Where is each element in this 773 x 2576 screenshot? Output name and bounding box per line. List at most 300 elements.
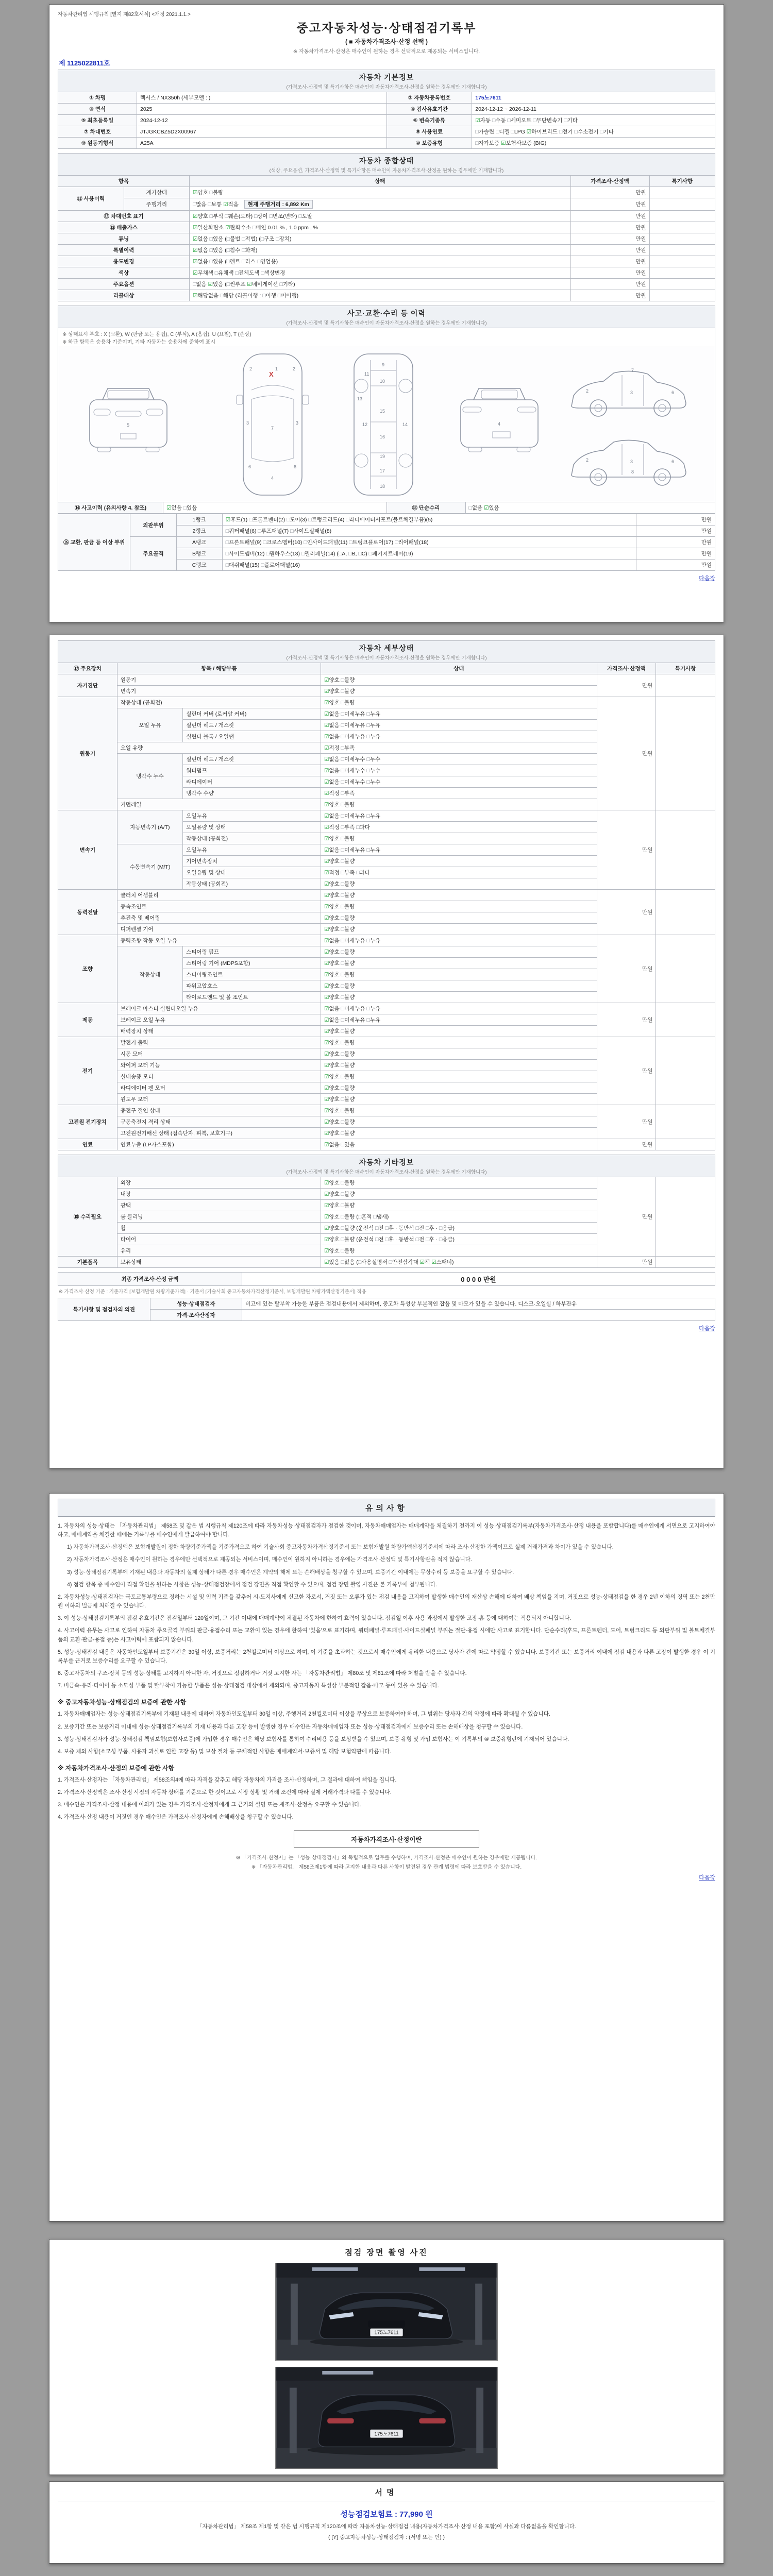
price-cell: 만원 xyxy=(636,514,715,526)
status-cell: ☑적정 □부족 □과다 xyxy=(321,822,597,833)
device-state-row xyxy=(58,890,715,901)
final-price-note: ※ 가격조사·산정 기준 : 기준가격 [보험개발원 차량기준가액] · 기준서 [기술사회 중고자동차가격산정기준서, 보험개발원 차량가액산정기준서] 적용 xyxy=(59,1289,366,1295)
pricing-subtitle: ※ 자동차가격조사·산정의 보증에 관한 사항 xyxy=(58,1764,175,1772)
final-price-label: 최종 가격조사·산정 금액 xyxy=(58,1273,242,1286)
top-exterior-diagram xyxy=(237,354,309,495)
status-cell: ☑양호 □불량 xyxy=(321,924,597,935)
photo-page xyxy=(49,2239,724,2475)
device-label: 자기진단 xyxy=(58,674,117,697)
svg-text:4: 4 xyxy=(498,421,501,427)
detail-state-table xyxy=(58,663,715,1150)
notice-paragraph: 3. 성능·상태점검자가 성능·상태점검 책임보험(보험사보증)에 가입한 경우 매수인은 해당 보험사를 통하여 수리비용 등을 보상받을 수 있으며, 보증 유형 및 가입 보험사는 이 기록부의 ⑩ 보증유형란에 기재되어 있습니다. xyxy=(58,1736,569,1742)
svg-text:9: 9 xyxy=(382,362,385,367)
status-cell: ☑양호 □불량 xyxy=(321,1037,597,1048)
insurance-fee: 성능점검보험료 : 77,990 원 xyxy=(340,2510,433,2519)
signature-title: 서명 xyxy=(58,2487,715,2501)
side-view-left-diagram xyxy=(572,368,686,416)
status-cell: ☑적정 □부족 xyxy=(321,742,597,754)
item-label: 오일 유량 xyxy=(117,742,321,754)
status-cell: ☑양호 □불량 xyxy=(321,1116,597,1128)
group-label: 튜닝 xyxy=(58,233,190,245)
column-header: 가격조사·산정액 xyxy=(570,176,649,187)
detail-header-row xyxy=(58,663,715,674)
overall-section-note: (색상, 주요옵션, 가격조사·산정액 및 특기사항은 매수인이 자동차가격조사·산정을 원하는 경우에만 기재합니다) xyxy=(269,168,504,174)
group-label: 리콜대상 xyxy=(58,290,190,301)
item-label: 파워고압호스 xyxy=(183,980,321,992)
item-label: 클러치 어셈블리 xyxy=(117,890,321,901)
status-cell: ☑일산화탄소 ☑탄화수소 □매연 0.01 % , 1.0 ppm , % xyxy=(190,222,571,233)
status-cell: ☑양호 □불량 xyxy=(321,901,597,912)
item-label: 배력장치 상태 xyxy=(117,1026,321,1037)
notice-paragraph: 2. 자동차성능·상태점검자는 국토교통부령으로 정하는 시설 및 인력 기준을 갖추어 시·도지사에게 신고한 자로서, 거짓 또는 오류가 있는 점검 내용을 고지하여 발생한 매수인의 재산상 손해에 대하여 배상 책임을 지며, 거짓으로 성능·상태점검을 한 경우 2년 이하의 징역 또는 2천만원 이하의 벌금에 처해질 수 있습니다. xyxy=(58,1594,715,1609)
accident-section-header xyxy=(58,306,715,328)
price-cell: 만원 xyxy=(570,187,649,198)
price-cell: 만원 xyxy=(570,256,649,267)
price-definition-box: 자동차가격조사·산정이란 xyxy=(294,1831,479,1848)
svg-text:3: 3 xyxy=(630,390,633,395)
note-cell xyxy=(649,187,715,198)
notice-paragraph: 4. 가격조사·산정 내용이 거짓인 경우 매수인은 가격조사·산정자에게 손해배상을 청구할 수 있습니다. xyxy=(58,1814,294,1821)
item-label: 주행거리 xyxy=(124,198,190,211)
note-cell xyxy=(656,810,715,890)
basic-section-title: 자동차 기본정보 xyxy=(359,73,414,81)
note-cell xyxy=(649,233,715,245)
item-label: 원동기 xyxy=(117,674,321,686)
device-label: 원동기 xyxy=(58,697,117,810)
item-label: 고전원전기배선 상태 (접속단자, 피복, 보호기구) xyxy=(117,1128,321,1139)
item-label: 스티어링 기어 (MDPS포함) xyxy=(183,958,321,969)
column-header: 가격조사·산정액 xyxy=(597,663,656,674)
item-label: 타이로드엔드 및 볼 조인트 xyxy=(183,992,321,1003)
status-cell: ☑없음 □미세누유 □누유 xyxy=(321,935,597,946)
item-label: 변속기 xyxy=(117,686,321,697)
basic-section-note: (가격조사·산정액 및 특기사항은 매수인이 자동차가격조사·산정을 원하는 경우에만 기재합니다) xyxy=(286,84,487,90)
note-cell xyxy=(656,1257,715,1268)
status-cell: ☑양호 □불량 xyxy=(321,878,597,890)
status-cell: ☑양호 □불량 xyxy=(190,187,571,198)
group-label: 색상 xyxy=(58,267,190,279)
basic-info-row xyxy=(58,126,715,138)
price-cell: 만원 xyxy=(570,290,649,301)
field-label: ⑦ 차대번호 xyxy=(58,126,137,138)
svg-text:17: 17 xyxy=(380,468,385,473)
rank-label: 2랭크 xyxy=(176,526,222,537)
status-cell: ☑양호 □불량 xyxy=(321,1200,597,1211)
form-page-2 xyxy=(49,635,724,1468)
note-cell xyxy=(656,697,715,810)
status-cell: ☑양호 □불량 xyxy=(321,969,597,980)
svg-text:2: 2 xyxy=(586,388,589,394)
overall-state-row xyxy=(58,187,715,198)
notice-paragraph: 5. 성능·상태점검 내용은 자동차인도일부터 보증기간은 30일 이상, 보증거리는 2천킬로미터 이상으로 하며, 이 기준을 초과하는 것으로서 매수인에게 유리한 내용으로 당사자 간에 따로 약정할 수 있습니다. 보증기간 또는 보증거리 이내에 점검 내용과 다른 고장이 발생한 경우 이 기록부를 근거로 보증수리를 요구할 수 있습니다. xyxy=(58,1649,715,1664)
status-cell: ☑없음 □있음 (□불법 □적법) (□구조 □장치) xyxy=(190,233,571,245)
field-value: ☑자동 □수동 □세미오토 □무단변속기 □기타 xyxy=(472,115,715,126)
item-label: 실린더 헤드 / 개스킷 xyxy=(183,754,321,765)
item-label: 디퍼렌셜 기어 xyxy=(117,924,321,935)
status-cell: ☑양호 □불량 xyxy=(321,1048,597,1060)
svg-text:16: 16 xyxy=(380,434,385,439)
vehicle-diagrams xyxy=(64,348,709,501)
device-label: 동력전달 xyxy=(58,890,117,935)
simple-repair-value: □없음 ☑있음 xyxy=(465,502,715,514)
item-label: 연료누출 (LP가스포함) xyxy=(117,1139,321,1150)
note-cell xyxy=(656,1177,715,1257)
accident-section-title: 사고·교환·수리 등 이력 xyxy=(347,309,426,317)
column-header: 특기사항 xyxy=(649,176,715,187)
svg-text:11: 11 xyxy=(364,371,369,377)
column-header: ⑰ 주요장치 xyxy=(58,663,117,674)
group-label: 용도변경 xyxy=(58,256,190,267)
item-label: 추진축 및 베어링 xyxy=(117,912,321,924)
status-cell: ☑양호 □불량 xyxy=(321,1105,597,1116)
field-value: 2024-12-12 xyxy=(137,115,387,126)
svg-text:6: 6 xyxy=(671,390,675,395)
field-label: ⑧ 사용연료 xyxy=(386,126,472,138)
device-state-row xyxy=(58,1139,715,1150)
overall-state-row xyxy=(58,267,715,279)
status-cell: ☑양호 □부식 □훼손(오타) □상이 □변조(변타) □도말 xyxy=(190,211,571,222)
accident-history-table xyxy=(58,502,715,514)
notice-paragraph: 4. 보증 제외 사항(소모성 부품, 사용자 과실로 인한 고장 등) 및 보상 절차 등 구체적인 사항은 매매계약서·보증서 및 해당 보험약관에 따릅니다. xyxy=(58,1748,392,1755)
rank-items: □쿼터패널(6) □루프패널(7) □사이드실패널(8) xyxy=(222,526,636,537)
price-cell: 만원 xyxy=(636,560,715,571)
notice-paragraph: 3. 이 성능·상태점검기록부의 점검 유효기간은 점검일부터 120일이며, 그 기간 이내에 매매계약이 체결된 자동차에 한하여 효력이 있습니다. 점검일 이후 사용 과정에서 발생한 고장·흠 등에 대하여는 적용되지 아니합니다. xyxy=(58,1615,572,1622)
device-state-row xyxy=(58,1257,715,1268)
device-label: ⑱ 수리필요 xyxy=(58,1177,117,1257)
field-value: JTJGKCBZ5D2X00967 xyxy=(137,126,387,138)
status-cell: ☑양호 □불량 xyxy=(321,1060,597,1071)
status-cell: ☑양호 □불량 xyxy=(321,946,597,958)
inspector-role: 가격·조사산정자 xyxy=(150,1310,242,1321)
field-label: ① 차명 xyxy=(58,92,137,104)
overall-state-row xyxy=(58,279,715,290)
next-page-link[interactable]: 다음장 xyxy=(699,575,715,582)
svg-text:19: 19 xyxy=(380,454,385,459)
device-state-row xyxy=(58,935,715,946)
svg-text:18: 18 xyxy=(380,484,385,489)
device-label: 조향 xyxy=(58,935,117,1003)
notice-paragraph: 3. 매수인은 가격조사·산정 내용에 이의가 있는 경우 가격조사·산정자에게 그 근거의 설명 또는 재조사·산정을 요구할 수 있습니다. xyxy=(58,1802,361,1808)
svg-text:2: 2 xyxy=(249,366,253,371)
price-cell: 만원 xyxy=(597,697,656,810)
next-page-link[interactable]: 다음장 xyxy=(699,1326,715,1332)
status-cell: ☑해당없음 □해당 (리콜이행 : □이행 □미이행) xyxy=(190,290,571,301)
status-cell: ☑양호 □불량 xyxy=(321,1071,597,1082)
price-cell: 만원 xyxy=(597,1003,656,1037)
price-definition-note1: ※ 「가격조사·산정자」는 「성능·상태점검자」와 독립적으로 업무를 수행하며, 가격조사·산정은 매수인이 원하는 경우에만 제공됩니다. xyxy=(236,1855,537,1861)
notice-paragraph: 1. 가격조사·산정자는 「자동차관리법」 제58조의4에 따라 자격을 갖추고 해당 자동차의 가격을 조사·산정하며, 그 결과에 대하여 책임을 집니다. xyxy=(58,1776,397,1783)
price-cell: 만원 xyxy=(597,1177,656,1257)
status-cell: ☑양호 □불량 xyxy=(321,912,597,924)
field-value: A25A xyxy=(137,138,387,149)
column-header: 상태 xyxy=(190,176,571,187)
simple-repair-label: ⑮ 단순수리 xyxy=(386,502,465,514)
notice-paragraph: 1. 자동차의 성능·상태는 「자동차관리법」 제58조 및 같은 법 시행규칙 제120조에 따라 자동차성능·상태점검자가 점검한 것이며, 자동차매매업자는 매매계약을 체결하기 전까지 이 성능·상태점검기록부(자동차가격조사·산정 내용을 포함합니다)를 매수인에게 서면으로 고지하여야 하고, 매매계약을 체결한 때에는 기록부를 매수인에게 발급하여야 합니다. xyxy=(58,1523,715,1538)
overall-header-row xyxy=(58,176,715,187)
svg-text:10: 10 xyxy=(380,379,385,384)
status-cell: ☑양호 □불량 xyxy=(321,1026,597,1037)
overall-state-table xyxy=(58,175,715,301)
price-cell: 만원 xyxy=(597,674,656,697)
detail-section-header xyxy=(58,640,715,663)
warranty-subtitle: ※ 중고자동차성능·상태점검의 보증에 관한 사항 xyxy=(58,1699,187,1706)
field-label: ② 자동차등록번호 xyxy=(386,92,472,104)
field-label: ⑨ 원동기형식 xyxy=(58,138,137,149)
accident-history-label: ⑭ 사고이력 (유의사항 4. 참조) xyxy=(58,502,163,514)
notice-page xyxy=(49,1493,724,2222)
item-label: 발전기 출력 xyxy=(117,1037,321,1048)
note-cell xyxy=(656,935,715,1003)
status-cell: □없음 ☑있음 (□썬루프 ☑네비게이션 □기타) xyxy=(190,279,571,290)
device-label: 기본품목 xyxy=(58,1257,117,1268)
overall-state-row xyxy=(58,211,715,222)
exchange-section-label: ⑯ 교환, 판금 등 이상 부위 xyxy=(58,514,130,571)
note-cell xyxy=(656,1139,715,1150)
item-label: 시동 모터 xyxy=(117,1048,321,1060)
field-value: □자가보증 ☑보험사보증 (BIG) xyxy=(472,138,715,149)
notice-body xyxy=(58,1522,715,1690)
note-cell xyxy=(656,1105,715,1139)
basic-info-row xyxy=(58,104,715,115)
mark-legend xyxy=(58,328,715,347)
price-cell: 만원 xyxy=(570,267,649,279)
notice-paragraph: 4. 사고이력 유무는 사고로 인하여 자동차 주요골격 부위의 판금·용접수리 또는 교환이 있는 경우에 한하여 '있음'으로 표기하며, 쿼터패널·루프패널·사이드실패널 부위는 절단·용접 시에만 사고로 표기합니다. 단순수리(후드, 프론트펜더, 도어, 트렁크리드 등 외판부위 및 볼트체결부품의 교환·판금·용접 등)는 사고이력에 포함되지 않습니다. xyxy=(58,1628,715,1643)
inspector-opinion: 비고에 있는 탈부착 가능한 부품은 점검내용에서 제외하며, 중고차 특성상 부분적인 잡음 및 마모가 있을 수 있습니다. 디스크·오일실 / 하부잔유 xyxy=(242,1298,715,1310)
final-price-value: 0 0 0 0 만원 xyxy=(242,1273,715,1286)
notice-paragraph: 2. 보증기간 또는 보증거리 이내에 성능·상태점검기록부의 기재 내용과 다른 고장 등이 발생한 경우 매수인은 자동차매매업자 또는 성능·상태점검자에게 보증수리 또는 손해배상을 청구할 수 있습니다. xyxy=(58,1723,523,1730)
rank-label: 1랭크 xyxy=(176,514,222,526)
item-label: 유리 xyxy=(117,1245,321,1257)
price-cell: 만원 xyxy=(597,1105,656,1139)
column-header: 항목 / 해당부품 xyxy=(117,663,321,674)
overall-state-row xyxy=(58,198,715,211)
inspector-opinion xyxy=(242,1310,715,1321)
note-cell xyxy=(649,211,715,222)
status-cell: ☑양호 □불량 xyxy=(321,1245,597,1257)
svg-text:1: 1 xyxy=(275,366,278,371)
note-cell xyxy=(656,890,715,935)
status-cell: ☑양호 □불량 xyxy=(321,833,597,844)
device-label: 변속기 xyxy=(58,810,117,890)
svg-text:12: 12 xyxy=(362,422,368,427)
status-cell: □많음 □보통 ☑적음 현재 주행거리 : 6,892 Km xyxy=(190,198,571,211)
item-label: 실린더 커버 (로커암 커버) xyxy=(183,708,321,720)
item-label: 커먼레일 xyxy=(117,799,321,810)
status-cell: ☑양호 □불량 (운전석 □전 □후 · 동반석 □전 □후 · □응급) xyxy=(321,1223,597,1234)
rank-label: A랭크 xyxy=(176,537,222,548)
status-cell: ☑양호 □불량 xyxy=(321,686,597,697)
basic-info-table xyxy=(58,92,715,149)
column-header: 특기사항 xyxy=(656,663,715,674)
basic-section-header xyxy=(58,70,715,92)
item-label: 브레이크 오일 누유 xyxy=(117,1014,321,1026)
item-label: 워터펌프 xyxy=(183,765,321,776)
remarks-row xyxy=(58,1298,715,1310)
item-label: 휠 xyxy=(117,1223,321,1234)
status-cell: ☑양호 □불량 xyxy=(321,697,597,708)
item-label: 윈도우 모터 xyxy=(117,1094,321,1105)
field-label: ⑥ 변속기종류 xyxy=(386,115,472,126)
overall-state-row xyxy=(58,256,715,267)
status-cell: ☑없음 □있음 (□렌트 □리스 □영업용) xyxy=(190,256,571,267)
top-frame-diagram xyxy=(354,354,413,495)
detail-section-title: 자동차 세부상태 xyxy=(359,644,414,652)
etc-section-header xyxy=(58,1155,715,1177)
note-cell xyxy=(649,279,715,290)
field-value: □가솔린 □디젤 □LPG ☑하이브리드 □전기 □수소전기 □기타 xyxy=(472,126,715,138)
notice-paragraph: 6. 중고자동차의 구조·장치 등의 성능·상태를 고지하지 아니한 자, 거짓으로 점검하거나 거짓 고지한 자는 「자동차관리법」 제80조 및 제81조에 따라 처벌을 받을 수 있습니다. xyxy=(58,1670,467,1677)
price-cell: 만원 xyxy=(570,245,649,256)
price-cell: 만원 xyxy=(597,810,656,890)
field-label: ⑩ 보증유형 xyxy=(386,138,472,149)
accident-history-value: ☑없음 □있음 xyxy=(163,502,387,514)
price-cell: 만원 xyxy=(636,548,715,560)
status-cell: ☑양호 □불량 xyxy=(321,674,597,686)
svg-text:13: 13 xyxy=(357,396,363,401)
subgroup-label: 수동변속기 (M/T) xyxy=(117,844,183,890)
item-label: 실린더 헤드 / 개스킷 xyxy=(183,720,321,731)
device-state-row xyxy=(58,810,715,822)
item-label: 스티어링 펌프 xyxy=(183,946,321,958)
etc-section-note: (가격조사·산정액 및 특기사항은 매수인이 자동차가격조사·산정을 원하는 경우에만 기재합니다) xyxy=(286,1170,487,1175)
exchange-rank-table xyxy=(58,514,715,571)
rank-items: □대쉬패널(15) □플로어패널(16) xyxy=(222,560,636,571)
document-number: 제 1125022811호 xyxy=(59,59,110,67)
status-cell: ☑양호 □불량 xyxy=(321,1082,597,1094)
notice-title: 유의사항 xyxy=(58,1499,715,1517)
device-label: 고전원 전기장치 xyxy=(58,1105,117,1139)
overall-section-title: 자동차 종합상태 xyxy=(359,157,414,165)
status-cell: ☑양호 □불량 xyxy=(321,992,597,1003)
overall-state-row xyxy=(58,222,715,233)
svg-text:3: 3 xyxy=(246,420,249,426)
item-label: 룸 클리닝 xyxy=(117,1211,321,1223)
status-cell: ☑양호 □불량 (□흔적 □냄새) xyxy=(321,1211,597,1223)
item-label: 충전구 절연 상태 xyxy=(117,1105,321,1116)
etc-info-table xyxy=(58,1177,715,1268)
device-state-row xyxy=(58,1003,715,1014)
status-cell: ☑없음 □미세누유 □누유 xyxy=(321,720,597,731)
item-label: 라디에이터 xyxy=(183,776,321,788)
svg-text:8: 8 xyxy=(631,469,634,474)
status-cell: ☑양호 □불량 xyxy=(321,890,597,901)
field-value: 175노7611 xyxy=(472,92,715,104)
price-cell: 만원 xyxy=(597,1139,656,1150)
svg-text:2: 2 xyxy=(586,457,589,463)
field-label: ④ 검사유효기간 xyxy=(386,104,472,115)
form-code-note: 자동차관리법 시행규칙 [별지 제82호서식] <개정 2021.1.1.> xyxy=(58,12,191,18)
item-label: 내장 xyxy=(117,1189,321,1200)
panel-group-label: 외판부위 xyxy=(130,514,176,537)
device-state-row xyxy=(58,697,715,708)
remarks-title: 특기사항 및 점검자의 의견 xyxy=(58,1298,150,1321)
item-label: 기어변속장치 xyxy=(183,856,321,867)
item-label: 보유상태 xyxy=(117,1257,321,1268)
item-label: 브레이크 마스터 실린더오일 누유 xyxy=(117,1003,321,1014)
device-state-row xyxy=(58,674,715,686)
item-label: 오일유량 및 상태 xyxy=(183,822,321,833)
status-cell: ☑적정 □부족 xyxy=(321,788,597,799)
status-cell: ☑양호 □불량 xyxy=(321,799,597,810)
svg-text:6: 6 xyxy=(248,464,251,469)
side-view-right-diagram xyxy=(572,440,686,485)
overall-state-row xyxy=(58,290,715,301)
form-page-1 xyxy=(49,4,724,622)
exchange-rank-row xyxy=(58,537,715,548)
svg-text:7: 7 xyxy=(631,368,634,373)
item-label: 광택 xyxy=(117,1200,321,1211)
price-option-subtitle: ( ■ 자동차가격조사·산정 선택 ) xyxy=(345,38,428,45)
device-label: 연료 xyxy=(58,1139,117,1150)
vehicle-diagram-area xyxy=(58,347,715,502)
device-label: 제동 xyxy=(58,1003,117,1037)
price-cell: 만원 xyxy=(570,211,649,222)
item-label: 스티어링조인트 xyxy=(183,969,321,980)
warranty-body xyxy=(58,1710,715,1756)
overall-state-row xyxy=(58,233,715,245)
device-label: 전기 xyxy=(58,1037,117,1105)
item-label: 작동상태 (공회전) xyxy=(183,878,321,890)
rank-label: B랭크 xyxy=(176,548,222,560)
status-cell: ☑양호 □불량 (운전석 □전 □후 · 동반석 □전 □후 · □응급) xyxy=(321,1234,597,1245)
rank-items: □프론트패널(9) □크로스멤버(10) □인사이드패널(11) □트렁크플로어(17) □리어패널(18) xyxy=(222,537,636,548)
status-cell: ☑무채색 □유채색 □전체도색 □색상변경 xyxy=(190,267,571,279)
price-definition-note2: ※ 「자동차관리법」 제58조제1항에 따라 고지한 내용과 다른 사항이 발견된 경우 관계 법령에 따라 보호받을 수 있습니다. xyxy=(251,1864,522,1870)
device-state-row xyxy=(58,1037,715,1048)
signature-page xyxy=(49,2481,724,2564)
accident-section-note: (가격조사·산정액 및 특기사항은 매수인이 자동차가격조사·산정을 원하는 경우에만 기재합니다) xyxy=(286,320,487,326)
accident-history-row xyxy=(58,502,715,514)
device-state-row xyxy=(58,1105,715,1116)
signature-statement: 「자동차관리법」 제58조 제1항 및 같은 법 시행규칙 제120조에 따라 자동차성능·상태점검 내용(자동차가격조사·산정 내용 포함)이 사실과 다름없음을 확인합니다. xyxy=(197,2523,576,2530)
rear-plate-text: 175노7611 xyxy=(374,2431,399,2437)
item-label: 계기상태 xyxy=(124,187,190,198)
price-option-note: ※ 자동차가격조사·산정은 매수인이 원하는 경우 선택적으로 제공되는 서비스입니다. xyxy=(293,49,480,55)
item-label: 오일유량 및 상태 xyxy=(183,867,321,878)
next-page-link[interactable]: 다음장 xyxy=(699,1874,715,1881)
svg-text:X: X xyxy=(269,370,274,378)
notice-paragraph: 1. 자동차매매업자는 성능·상태점검기록부에 기재된 내용에 대하여 자동차인도일부터 30일 이상, 주행거리 2천킬로미터 이상을 무상으로 보증하여야 하며, 그 범위는 당사자 간의 약정에 따라 확대될 수 있습니다. xyxy=(58,1711,550,1718)
notice-paragraph: 7. 비금속·유리·타이어 등 소모성 부품 및 탈부착이 가능한 부품은 성능·상태점검 대상에서 제외되며, 중고자동차 특성상 부분적인 잡음·마모 등이 있을 수 있습니다. xyxy=(58,1683,439,1689)
svg-text:3: 3 xyxy=(630,459,633,464)
inspection-photo-rear xyxy=(275,2367,498,2469)
rank-items: □사이드멤버(12) □휠하우스(13) □필러패널(14) (□A, □B, □C) □패키지트레이(19) xyxy=(222,548,636,560)
field-value: 2024-12-12 ~ 2026-12-11 xyxy=(472,104,715,115)
svg-text:14: 14 xyxy=(402,422,408,427)
svg-text:5: 5 xyxy=(127,422,130,428)
item-label: 동력조향 작동 오일 누유 xyxy=(117,935,321,946)
final-price-row xyxy=(58,1273,715,1286)
status-cell: ☑없음 □미세누유 □누유 xyxy=(321,1003,597,1014)
remarks-row xyxy=(58,1310,715,1321)
price-cell: 만원 xyxy=(597,1037,656,1105)
svg-text:6: 6 xyxy=(294,464,297,469)
signature-line: ( [Y] 중고자동차성능·상태점검자 : (서명 또는 인) ) xyxy=(328,2534,445,2540)
item-label: 외장 xyxy=(117,1177,321,1189)
status-cell: ☑없음 □있음 (□침수 □화재) xyxy=(190,245,571,256)
mark-legend-line1: ※ 상태표시 부호 : X (교환), W (판금 또는 용접), C (부식), A (흠집), U (요철), T (손상) xyxy=(62,332,251,337)
price-cell: 만원 xyxy=(597,1257,656,1268)
status-cell: ☑없음 □있음 xyxy=(321,1139,597,1150)
notice-paragraph: 4) 점검 항목 중 매수인이 직접 확인을 원하는 사항은 성능·상태점검장에서 점검 장면을 직접 확인할 수 있으며, 점검 장면 촬영 사진은 본 기록부에 첨부됩니다. xyxy=(67,1581,438,1588)
field-value: 렉서스 / NX350h (세부모델 : ) xyxy=(137,92,387,104)
item-label: 오일누유 xyxy=(183,810,321,822)
group-label: 특별이력 xyxy=(58,245,190,256)
notice-paragraph: 1) 자동차가격조사·산정액은 보험개발원이 정한 차량기준가액을 기준가격으로 하여 기술사회 중고자동차가격산정기준서 또는 보험개발원 차량가액산정기준서에 따라 조사·산정한 가액이므로 실제 거래가격과 차이가 있을 수 있습니다. xyxy=(67,1544,614,1551)
rank-label: C랭크 xyxy=(176,560,222,571)
note-cell xyxy=(649,290,715,301)
subgroup-label: 작동상태 xyxy=(117,946,183,1003)
